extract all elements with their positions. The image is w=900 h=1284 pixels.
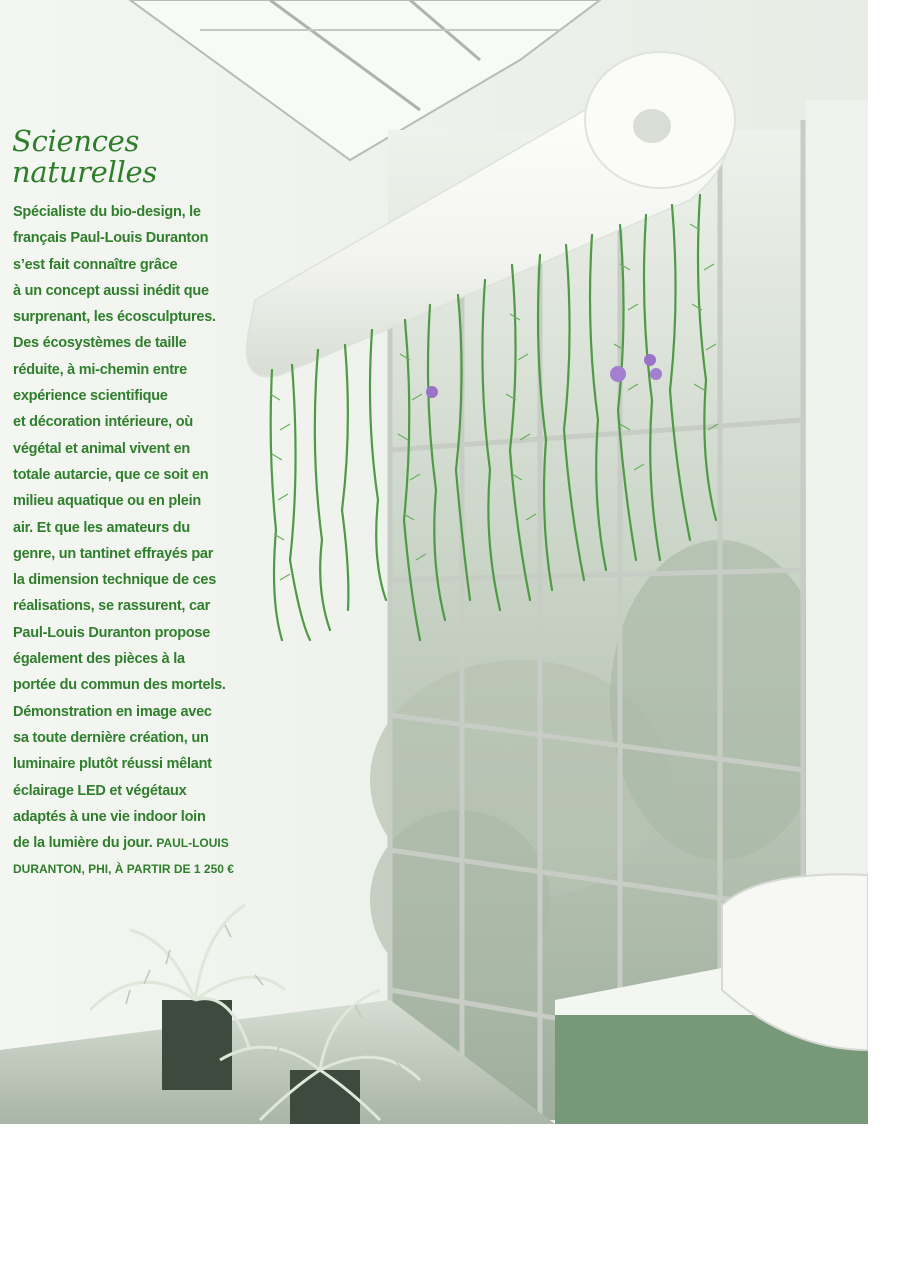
body-line: éclairage LED et végétaux — [13, 782, 187, 799]
body-last-text: de la lumière du jour. — [13, 835, 153, 852]
article-body — [13, 199, 249, 883]
body-line: et décoration intérieure, où — [13, 414, 193, 431]
body-line: milieu aquatique ou en plein — [13, 493, 201, 510]
body-line: également des pièces à la — [13, 651, 185, 668]
body-line: surprenant, les écosculptures. — [13, 309, 216, 326]
body-line: adaptés à une vie indoor loin — [13, 808, 206, 825]
body-line: Paul-Louis Duranton propose — [13, 624, 211, 641]
body-line: Démonstration en image avec — [13, 703, 212, 720]
body-line: s’est fait connaître grâce — [13, 256, 178, 273]
body-line: la dimension technique de ces — [13, 572, 217, 589]
body-line: Spécialiste du bio-design, le — [13, 204, 201, 220]
body-line: totale autarcie, que ce soit en — [13, 466, 209, 483]
body-line: français Paul-Louis Duranton — [13, 230, 209, 247]
credit-text-2: DURANTON, PHI, À PARTIR DE 1 250 € — [13, 862, 234, 877]
body-line: réalisations, se rassurent, car — [13, 598, 210, 615]
title-line-1: Sciences — [12, 124, 140, 158]
body-line-last — [13, 830, 249, 856]
credit-text-1: PAUL-LOUIS — [156, 836, 229, 851]
body-line: à un concept aussi inédit que — [13, 282, 209, 299]
body-line: genre, un tantinet effrayés par — [13, 545, 214, 562]
body-line: expérience scientifique — [13, 388, 168, 405]
body-line: Des écosystèmes de taille — [13, 335, 187, 352]
body-line: air. Et que les amateurs du — [13, 519, 190, 536]
body-line: réduite, à mi-chemin entre — [13, 361, 187, 378]
body-line: luminaire plutôt réussi mêlant — [13, 756, 212, 773]
body-line: portée du commun des mortels. — [13, 677, 226, 694]
body-line: sa toute dernière création, un — [13, 729, 209, 746]
body-line: végétal et animal vivent en — [13, 440, 190, 457]
article-title — [12, 126, 212, 188]
title-line-2: naturelles — [12, 155, 157, 189]
